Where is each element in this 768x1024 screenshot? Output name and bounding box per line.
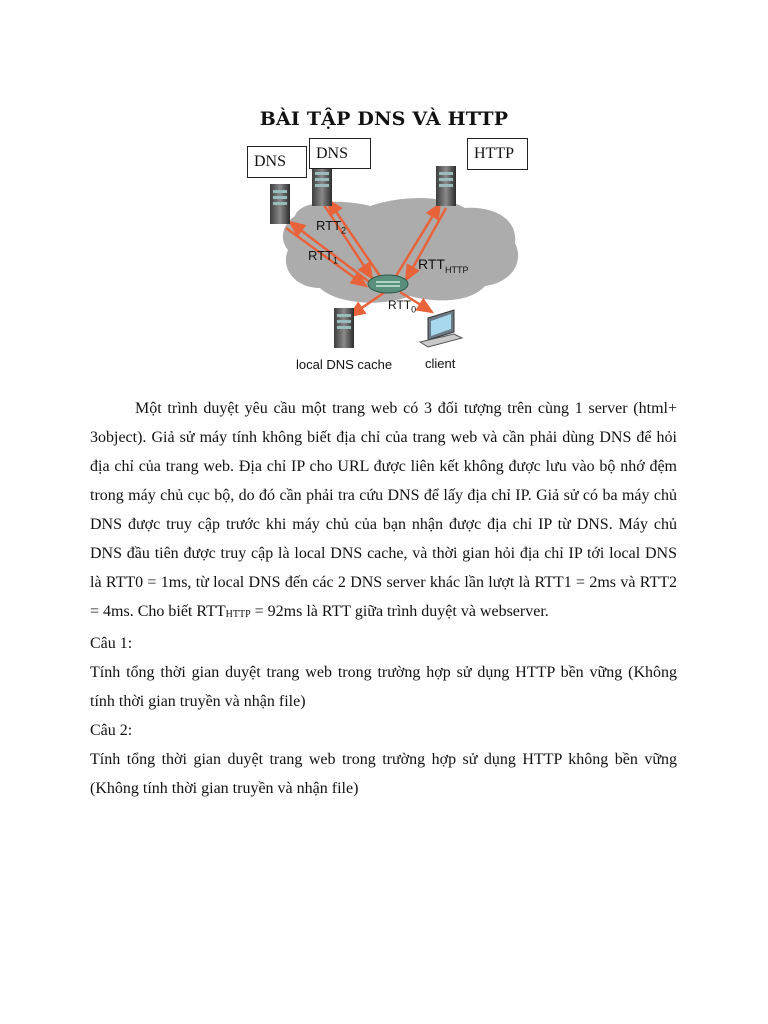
question-2-text: Tính tổng thời gian duyệt trang web trong trường hợp sử dụng HTTP không bền vững (Không tính thời gian truyền và nhận file)	[90, 751, 677, 797]
rtt1-label: $RTT_1$	[308, 248, 339, 266]
problem-paragraph	[90, 394, 677, 629]
router-icon	[368, 275, 408, 293]
client-label: client	[425, 356, 456, 371]
question-2-label: Câu 2:	[90, 722, 133, 739]
page-title: BÀI TẬP DNS VÀ HTTP	[259, 108, 509, 130]
paragraph-text-2: = 92ms là RTT giữa trình duyệt và webserver.	[250, 603, 549, 620]
network-diagram	[240, 138, 540, 378]
server-icon-dns-middle	[312, 166, 332, 206]
question-1-text: Tính tổng thời gian duyệt trang web trong trường hợp sử dụng HTTP bền vững (Không tính thời gian truyền và nhận file)	[90, 664, 677, 710]
exercise-body	[90, 394, 677, 803]
dns-label-box-middle: DNS	[309, 138, 371, 169]
http-label-box: HTTP	[467, 138, 528, 170]
paragraph-text-1: Một trình duyệt yêu cầu một trang web có 3 đối tượng trên cùng 1 server (html+ 3object). Giả sử máy tính không biết địa chỉ của trang web và cần phải dùng DNS để hỏi địa chỉ của trang web. Địa chỉ IP cho URL được liên kết không được lưu vào bộ nhớ đệm trong máy chủ cục bộ, do đó cần phải tra cứu DNS để lấy địa chỉ IP. Giả sử có ba máy chủ DNS được truy cập trước khi máy chủ của bạn nhận được địa chỉ IP từ DNS. Máy chủ DNS đầu tiên được truy cập là local DNS cache, và thời gian hỏi địa chỉ IP tới local DNS là RTT0 = 1ms, từ local DNS đến các 2 DNS server khác lần lượt là RTT1 = 2ms và RTT2 = 4ms. Cho biết RTT	[90, 400, 677, 620]
rtt2-label: $RTT_2$	[316, 218, 347, 236]
client-computer-icon	[420, 310, 462, 347]
rtt-http-label: $RTT_{HTTP}$	[418, 256, 469, 275]
dns-label-box-left: DNS	[247, 146, 307, 178]
server-icon-http	[436, 166, 456, 206]
local-dns-cache-label: local DNS cache	[296, 357, 393, 372]
server-icon-local-dns	[334, 308, 354, 348]
rtt0-label: $RTT_0$	[388, 298, 417, 315]
question-1-label: Câu 1:	[90, 635, 133, 652]
paragraph-subscript: HTTP	[225, 609, 251, 620]
server-icon-dns-left	[270, 184, 290, 224]
